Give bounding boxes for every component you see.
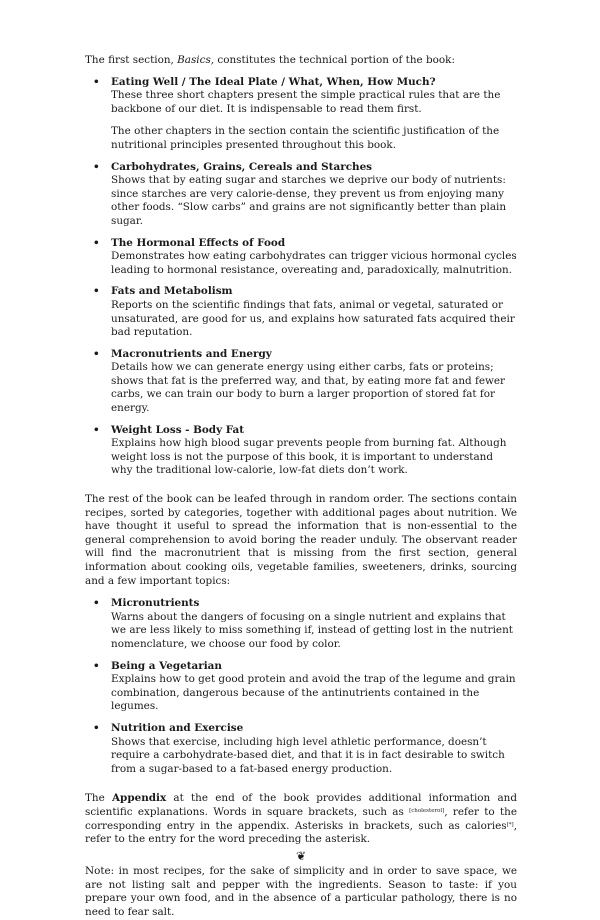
list-item: [85, 348, 517, 416]
note-paragraph: Note: in most recipes, for the sake of simplicity and in order to save space, we are not listing salt and pepper with the ingredients. Season to taste: if you prepare your own food, and in the absence of a particular pathology, there is no need to fear salt.: [85, 865, 517, 919]
list-item: [85, 722, 517, 776]
intro-italic: Basics,: [177, 54, 215, 66]
item-title: Carbohydrates, Grains, Cereals and Starches: [111, 160, 373, 173]
list-item: [85, 237, 517, 278]
list-item: [85, 597, 517, 651]
appendix-bold: Appendix: [112, 792, 167, 805]
item-description: Shows that by eating sugar and starches we deprive our body of nutrients: since starches are very calorie-dense, they prevent us from enjoying many other foods. “Slow carbs” and grains are not significantly better than plain sugar.: [111, 174, 507, 227]
superscript-asterisk: [*]: [506, 821, 514, 828]
list-item: [85, 424, 517, 478]
item-description: Explains how high blood sugar prevents people from burning fat. Although weight loss is not the purpose of this book, it is important to understand why the traditional low-calorie, low-fat diets don’t work.: [111, 437, 507, 477]
item-extra-paragraph: The other chapters in the section contain the scientific justification of the nutritional principles presented throughout this book.: [111, 125, 500, 151]
bullet: •: [93, 659, 100, 672]
list-item: [85, 76, 517, 153]
item-description: Details how we can generate energy using either carbs, fats or proteins; shows that fat is the preferred way, and that, by eating more fat and fewer carbs, we can train our body to burn a larger proportion of stored fat for energy.: [111, 361, 506, 415]
item-description: Reports on the scientific findings that fats, animal or vegetal, saturated or unsaturated, are good for us, and explains how saturated fats acquired their bad reputation.: [111, 298, 515, 339]
item-description: Explains how to get good protein and avoid the trap of the legume and grain combination, dangerous because of the antinutrients contained in the legumes.: [111, 673, 516, 713]
bullet: •: [93, 423, 100, 436]
document-page: [85, 54, 517, 920]
item-description: Shows that exercise, including high level athletic performance, doesn’t require a carbohydrate-based diet, and that it is in fact desirable to switch from a sugar-based to a fat-based energy production.: [111, 735, 505, 775]
item-title: Eating Well / The Ideal Plate / What, When, How Much?: [111, 75, 436, 88]
item-title: Nutrition and Exercise: [111, 721, 244, 734]
item-title: Micronutrients: [111, 597, 200, 610]
item-description: Warns about the dangers of focusing on a single nutrient and explains that we are less likely to miss something if, instead of getting lost in the nutrient nomenclature, we choose our food by color.: [111, 610, 513, 650]
bullet: •: [93, 597, 100, 610]
bullet: •: [93, 347, 100, 360]
item-description: Demonstrates how eating carbohydrates can trigger vicious hormonal cycles leading to hormonal resistance, overeating and, paradoxically, malnutrition.: [111, 250, 517, 276]
fleuron-icon: ❦: [295, 848, 307, 863]
bullet: •: [93, 160, 100, 173]
superscript-reference: [cholesterol]: [409, 807, 445, 814]
appendix-text: , refer to the entry for the word preceding the asterisk.: [85, 819, 517, 846]
basics-list: [85, 76, 517, 478]
list-item: [85, 161, 517, 229]
appendix-text: The: [85, 792, 112, 805]
list-item: [85, 285, 517, 339]
item-description: These three short chapters present the simple practical rules that are the backbone of our diet. It is indispensable to read them first.: [111, 89, 501, 115]
bullet: •: [93, 721, 100, 734]
topics-list: [85, 597, 517, 776]
item-title: Macronutrients and Energy: [111, 347, 272, 360]
appendix-text: at the end of the book provides additional information and scientific explanations. Words in square brackets, such as: [85, 792, 517, 818]
intro-paragraph: [85, 54, 517, 68]
appendix-paragraph: [85, 792, 517, 846]
intro-text: The first section,: [85, 54, 178, 66]
bullet: •: [93, 236, 100, 249]
bullet: •: [93, 75, 100, 88]
item-title: The Hormonal Effects of Food: [111, 236, 286, 249]
item-title: Fats and Metabolism: [111, 285, 233, 298]
item-title: Being a Vegetarian: [111, 659, 222, 672]
rest-paragraph: The rest of the book can be leafed through in random order. The sections contain recipes, sorted by categories, together with additional pages about nutrition. We have thought it useful to spread the information that is non-essential to the general comprehension to avoid boring the reader unduly. The observant reader will find the macronutrient that is missing from the first section, general information about cooking oils, vegetable families, sweeteners, drinks, sourcing and a few important topics:: [85, 493, 517, 587]
intro-text-end: constitutes the technical portion of the book:: [214, 54, 455, 66]
appendix-text: , refer to the corresponding entry in the appendix. Asterisks in brackets, such as calories: [85, 805, 517, 832]
item-title: Weight Loss - Body Fat: [111, 423, 245, 436]
bullet: •: [93, 285, 100, 298]
list-item: [85, 660, 517, 714]
